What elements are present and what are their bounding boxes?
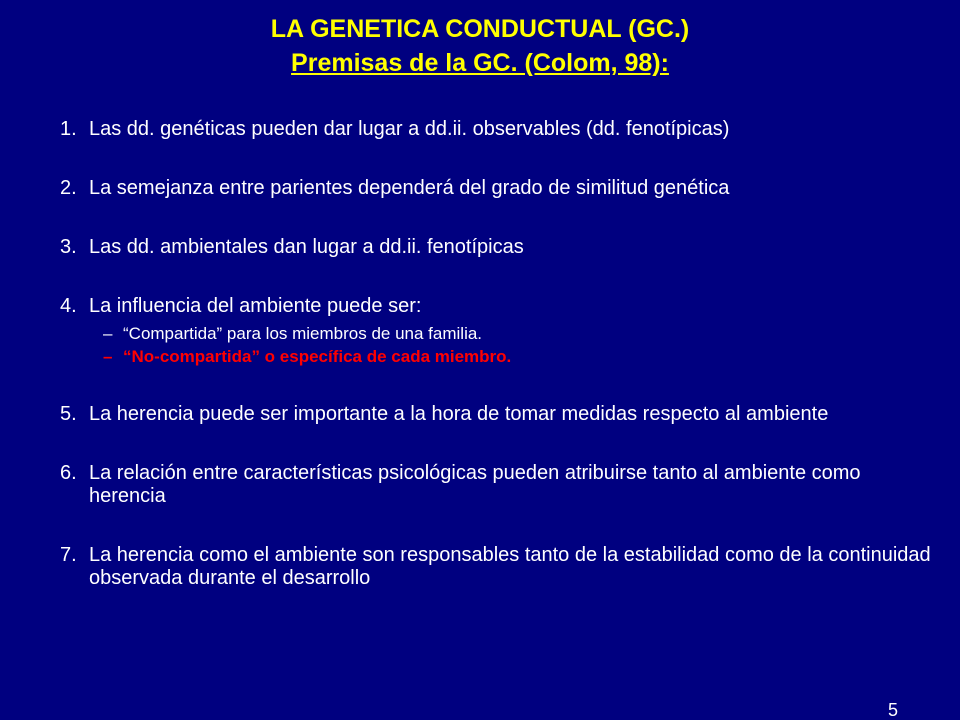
item-text: Las dd. genéticas pueden dar lugar a dd.ii. observables (dd. fenotípicas) <box>89 118 730 140</box>
item-number: 7. <box>60 544 77 566</box>
item-number: 5. <box>60 403 77 425</box>
premise-list <box>60 118 940 590</box>
list-item-3 <box>60 236 940 259</box>
item-text: La herencia como el ambiente son responsables tanto de la estabilidad como de la continuidad observada durante el desarrollo <box>89 544 931 589</box>
subitem-text: “Compartida” para los miembros de una familia. <box>123 324 483 343</box>
item-number: 4. <box>60 295 77 317</box>
item-text: La herencia puede ser importante a la hora de tomar medidas respecto al ambiente <box>89 403 829 425</box>
item-number: 3. <box>60 236 77 258</box>
list-item-4 <box>60 295 940 318</box>
title-subtitle: Premisas de la GC. (Colom, 98): <box>291 49 669 77</box>
subitem-nonshared <box>103 346 940 368</box>
subitem-text: “No-compartida” o específica de cada miembro. <box>123 347 512 366</box>
list-item-7 <box>60 544 940 590</box>
subitem-dash: – <box>103 324 113 343</box>
slide-title <box>0 12 960 80</box>
list-item-2 <box>60 177 940 200</box>
list-item-6 <box>60 462 940 508</box>
item-text: La semejanza entre parientes dependerá del grado de similitud genética <box>89 177 730 199</box>
item-number: 6. <box>60 462 77 484</box>
list-item-1 <box>60 118 940 141</box>
list-item-5 <box>60 403 940 426</box>
item-text: La influencia del ambiente puede ser: <box>89 295 422 317</box>
page-number: 5 <box>888 700 899 720</box>
item-text: Las dd. ambientales dan lugar a dd.ii. fenotípicas <box>89 236 524 258</box>
item-number: 2. <box>60 177 77 199</box>
item-number: 1. <box>60 118 77 140</box>
title-main: LA GENETICA CONDUCTUAL (GC.) <box>270 15 690 43</box>
item-text: La relación entre características psicológicas pueden atribuirse tanto al ambiente como herencia <box>89 462 861 507</box>
subitem-shared <box>103 323 940 345</box>
subitem-dash: – <box>103 347 113 366</box>
